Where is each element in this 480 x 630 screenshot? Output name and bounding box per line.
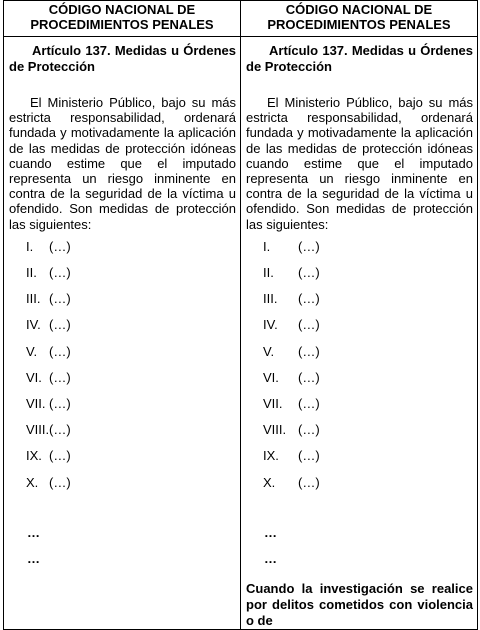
list-item (246, 475, 473, 501)
fraction-number: III. (263, 291, 278, 307)
list-item (9, 448, 236, 474)
fraction-number: I. (263, 238, 271, 254)
omission-ellipsis: … (27, 524, 40, 540)
added-paragraph: Cuando la investigación se realice por delitos cometidos con violencia o de (246, 580, 473, 628)
list-item (246, 422, 473, 448)
list-item (9, 475, 236, 501)
fraction-number: VI. (26, 369, 42, 385)
list-item (9, 291, 236, 317)
fraction-number: IV. (263, 317, 278, 333)
fraction-text: (…) (49, 474, 71, 490)
fraction-text: (…) (298, 369, 320, 385)
fraction-text: (…) (298, 238, 320, 254)
list-item (9, 396, 236, 422)
article-title: Artículo 137. Medidas u Órdenes de Protección (9, 43, 236, 74)
fraction-list (246, 239, 473, 501)
list-item (246, 396, 473, 422)
fraction-number: IX. (263, 448, 279, 464)
fraction-text: (…) (49, 369, 71, 385)
left-column-cell (4, 37, 241, 630)
list-item (246, 344, 473, 370)
list-item (9, 239, 236, 265)
left-column-header: CÓDIGO NACIONAL DE PROCEDIMIENTOS PENALES (4, 1, 241, 37)
fraction-number: VII. (26, 395, 46, 411)
fraction-number: I. (26, 238, 34, 254)
list-item (9, 370, 236, 396)
comparison-table (3, 0, 478, 630)
fraction-number: VII. (263, 395, 283, 411)
fraction-number: VIII. (26, 422, 50, 438)
fraction-text: (…) (298, 265, 320, 281)
fraction-text: (…) (298, 395, 320, 411)
fraction-number: VIII. (263, 422, 287, 438)
omission-ellipsis: … (264, 524, 277, 540)
fraction-number: III. (26, 291, 41, 307)
fraction-number: IX. (26, 448, 42, 464)
fraction-number: X. (26, 474, 39, 490)
fraction-text: (…) (298, 343, 320, 359)
list-item (9, 422, 236, 448)
list-item (246, 291, 473, 317)
fraction-text: (…) (49, 448, 71, 464)
fraction-text: (…) (49, 422, 71, 438)
fraction-text: (…) (298, 474, 320, 490)
article-paragraph: El Ministerio Público, bajo su más estricta responsabilidad, ordenará fundada y motivadamente la aplicación de las medidas de protección idóneas cuando estime que el imputado representa un riesgo inminente en contra de la seguridad de la víctima u ofendido. Son medidas de protección las siguientes: (246, 95, 473, 232)
fraction-number: II. (263, 265, 274, 281)
omission-ellipsis: … (27, 550, 40, 566)
fraction-text: (…) (298, 448, 320, 464)
fraction-number: V. (26, 343, 38, 359)
fraction-text: (…) (49, 395, 71, 411)
fraction-text: (…) (49, 343, 71, 359)
article-title: Artículo 137. Medidas u Órdenes de Protección (246, 43, 473, 74)
fraction-text: (…) (298, 291, 320, 307)
fraction-text: (…) (49, 317, 71, 333)
fraction-number: II. (26, 265, 37, 281)
list-item (9, 344, 236, 370)
list-item (9, 317, 236, 343)
fraction-text: (…) (298, 422, 320, 438)
fraction-number: VI. (263, 369, 279, 385)
list-item (246, 448, 473, 474)
fraction-text: (…) (298, 317, 320, 333)
right-column-cell (241, 37, 478, 630)
fraction-text: (…) (49, 265, 71, 281)
list-item (246, 265, 473, 291)
list-item (246, 317, 473, 343)
fraction-text: (…) (49, 291, 71, 307)
article-paragraph: El Ministerio Público, bajo su más estricta responsabilidad, ordenará fundada y motivadamente la aplicación de las medidas de protección idóneas cuando estime que el imputado representa un riesgo inminente en contra de la seguridad de la víctima u ofendido. Son medidas de protección las siguientes: (9, 95, 236, 232)
fraction-list (9, 239, 236, 501)
header-row (4, 1, 478, 37)
content-row (4, 37, 478, 630)
fraction-number: IV. (26, 317, 41, 333)
fraction-text: (…) (49, 238, 71, 254)
fraction-number: V. (263, 343, 275, 359)
list-item (246, 239, 473, 265)
list-item (9, 265, 236, 291)
omission-ellipsis: … (264, 550, 277, 566)
right-column-header: CÓDIGO NACIONAL DE PROCEDIMIENTOS PENALES (241, 1, 478, 37)
list-item (246, 370, 473, 396)
fraction-number: X. (263, 474, 276, 490)
comparison-document (3, 0, 477, 628)
